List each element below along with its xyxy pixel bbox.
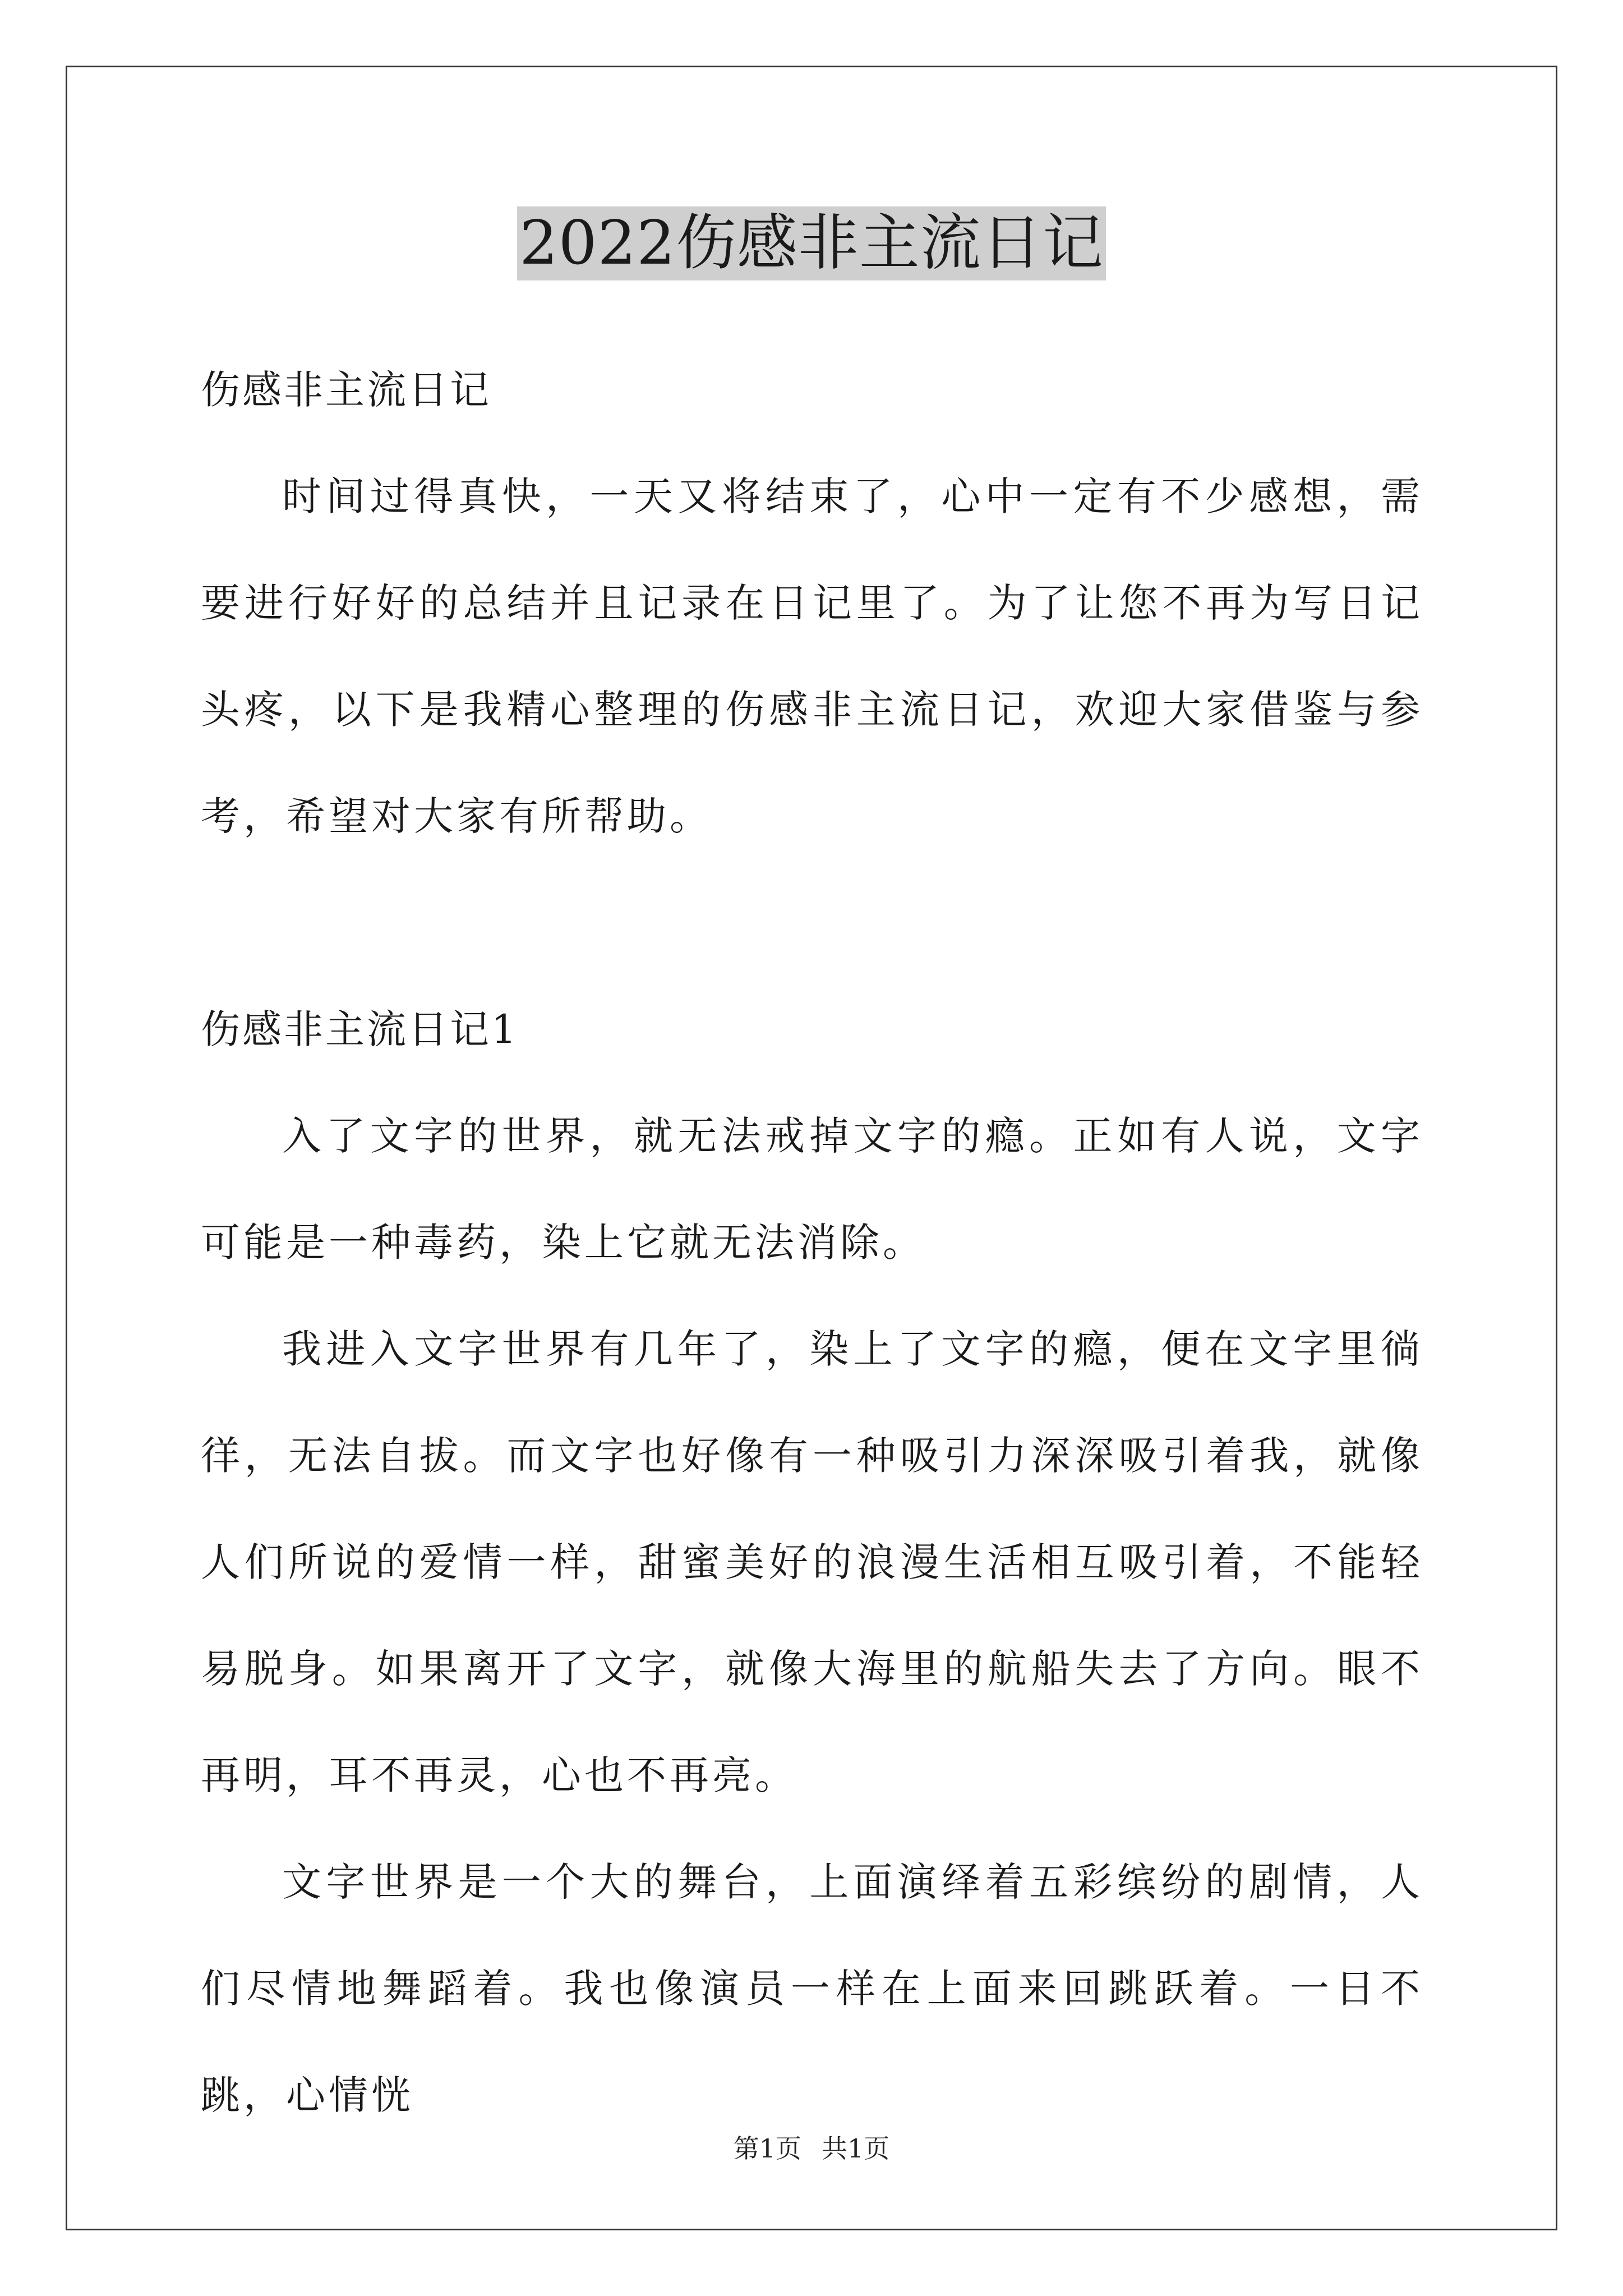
document-body bbox=[201, 337, 1423, 2148]
page-number: 第1页 bbox=[733, 2133, 801, 2164]
body-paragraph-3: 文字世界是一个大的舞台，上面演绎着五彩缤纷的剧情，人们尽情地舞蹈着。我也像演员一样在上面来回跳跃着。一日不跳，心情恍 bbox=[201, 1859, 1423, 2118]
title-container bbox=[0, 206, 1623, 280]
document-title: 2022伤感非主流日记 bbox=[517, 206, 1106, 280]
page-total: 共1页 bbox=[822, 2133, 890, 2164]
page-footer bbox=[0, 2132, 1623, 2165]
document-subtitle: 伤感非主流日记 bbox=[201, 367, 491, 413]
section-heading: 伤感非主流日记1 bbox=[201, 1006, 519, 1052]
section-gap bbox=[201, 869, 1423, 976]
body-paragraph-1: 入了文字的世界，就无法戒掉文字的瘾。正如有人说，文字可能是一种毒药，染上它就无法消除。 bbox=[201, 1113, 1423, 1266]
intro-paragraph: 时间过得真快，一天又将结束了，心中一定有不少感想，需要进行好好的总结并且记录在日记里了。为了让您不再为写日记头疼，以下是我精心整理的伤感非主流日记，欢迎大家借鉴与参考，希望对大家有所帮助。 bbox=[201, 473, 1423, 839]
body-paragraph-2: 我进入文字世界有几年了，染上了文字的瘾，便在文字里徜徉，无法自拔。而文字也好像有一种吸引力深深吸引着我，就像人们所说的爱情一样，甜蜜美好的浪漫生活相互吸引着，不能轻易脱身。如果离开了文字，就像大海里的航船失去了方向。眼不再明，耳不再灵，心也不再亮。 bbox=[201, 1326, 1423, 1798]
